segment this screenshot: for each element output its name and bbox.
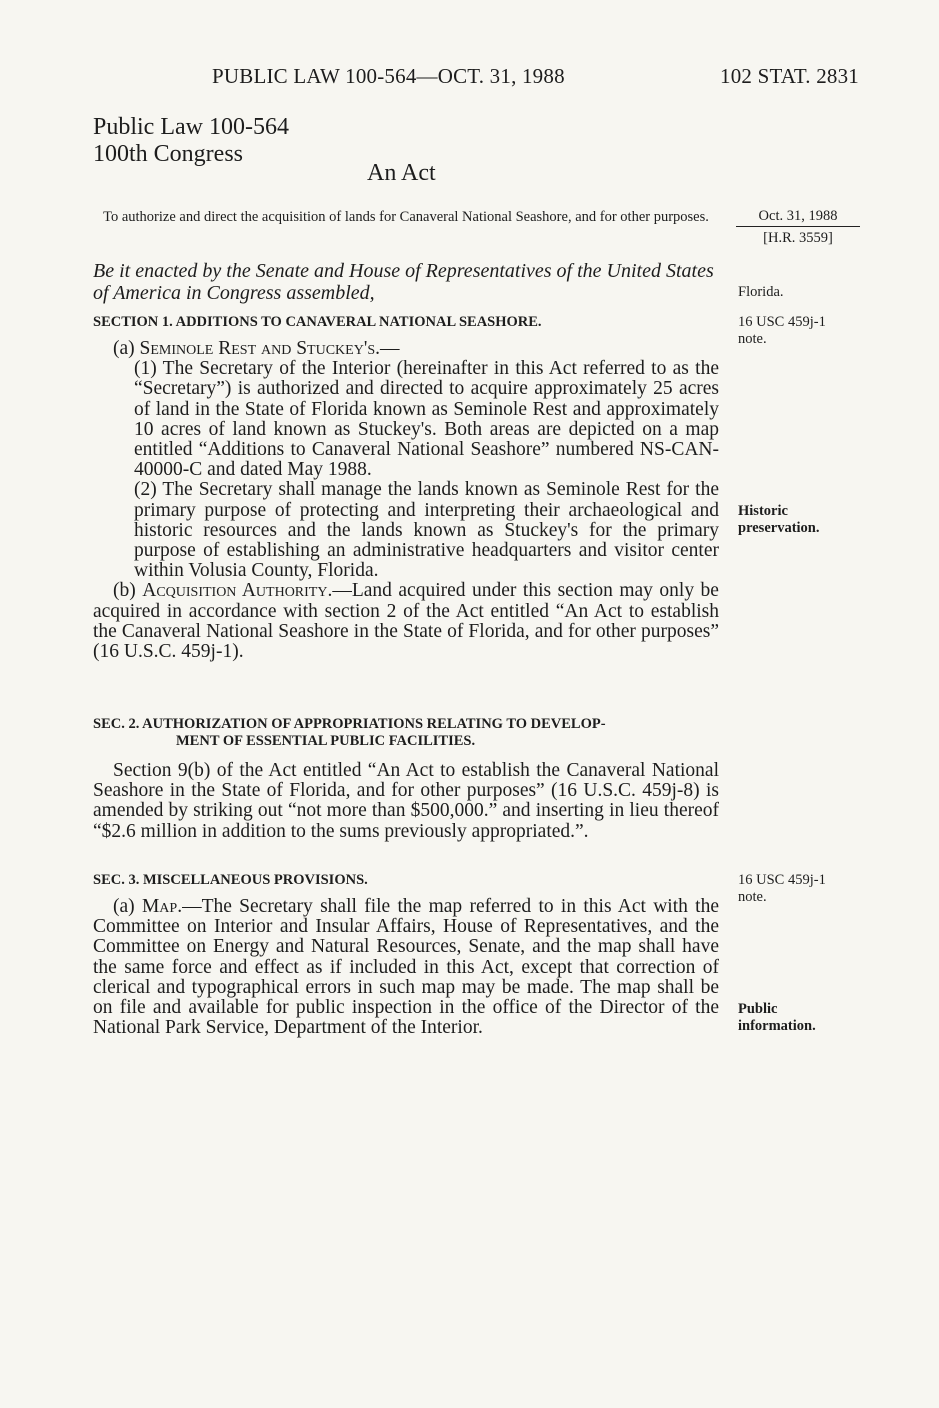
margin-note-usc-1 <box>738 314 826 348</box>
margin-note-historic-line2: preservation. <box>738 520 820 536</box>
section-1-heading: SECTION 1. ADDITIONS TO CANAVERAL NATIONAL SEASHORE. <box>93 314 542 330</box>
subsection-text: .—The Secretary shall file the map referred to in this Act with the Committee on Interior and Insular Affairs, House of Representatives, and the Committee on Energy and Natural Resources, Senate, and the map shall have the same force and effect as if included in this Act, except that correction of clerical and typographical errors in such map may be made. The map shall be on file and available for public inspection in the office of the Director of the National Park Service, Department of the Interior. <box>93 896 719 1039</box>
congress-number: 100th Congress <box>93 141 243 167</box>
bill-number: [H.R. 3559] <box>763 230 833 246</box>
public-law-number: Public Law 100-564 <box>93 114 289 140</box>
section-2-heading <box>93 716 606 750</box>
purpose-clause: To authorize and direct the acquisition of lands for Canaveral National Seashore, and for other purposes. <box>103 209 709 225</box>
subsection-title: Map <box>141 896 178 917</box>
section-3-body <box>93 897 719 1038</box>
subsection-text: .—Land acquired under this section may only be acquired in accordance with section 2 of the Act entitled “An Act to establish the Canaveral National Seashore in the State of Florida, and for other purposes” (16 U.S.C. 459j-1). <box>93 580 719 663</box>
margin-note-usc-2 <box>738 872 826 906</box>
subsection-dash: .— <box>375 338 400 359</box>
usc-note: note. <box>738 331 767 347</box>
usc-citation: 16 USC 459j-1 <box>738 314 826 330</box>
subsection-label: (a) <box>113 896 142 917</box>
paragraph-2: (2) The Secretary shall manage the lands known as Seminole Rest for the primary purpose of protecting and interpreting their archaeological and historic resources and the lands known as Stuckey's for the primary purpose of establishing an administrative headquarters and visitor center within Volusia County, Florida. <box>134 479 719 582</box>
law-title-block <box>93 114 289 168</box>
section-1-body <box>93 339 719 662</box>
subsection-1a-heading <box>93 339 719 359</box>
section-2-heading-line1: SEC. 2. AUTHORIZATION OF APPROPRIATIONS RELATING TO DEVELOP- <box>93 716 606 732</box>
enactment-date: Oct. 31, 1988 <box>736 208 860 227</box>
margin-note-historic-line1: Historic <box>738 503 788 519</box>
enacting-clause: Be it enacted by the Senate and House of Representatives of the United States of America in Congress assembled, <box>93 260 714 304</box>
paragraph-1: (1) The Secretary of the Interior (hereinafter in this Act referred to as the “Secretary”) is authorized and directed to acquire approximately 25 acres of land in the State of Florida known as Seminole Rest and approximately 10 acres of land known as Stuckey's. Both areas are depicted on a map entitled “Additions to Canaveral National Seashore” numbered NS-CAN-40000-C and dated May 1988. <box>134 358 719 481</box>
section-3-heading: SEC. 3. MISCELLANEOUS PROVISIONS. <box>93 872 368 888</box>
margin-note-historic <box>738 503 820 537</box>
margin-note-public-info <box>738 1001 816 1035</box>
subsection-title: Seminole Rest and Stuckey's <box>139 338 376 359</box>
section-2-body: Section 9(b) of the Act entitled “An Act to establish the Canaveral National Seashore in the State of Florida, and for other purposes” (16 U.S.C. 459j-8) is amended by striking out “not more than $500,000.” and inserting in lieu thereof “$2.6 million in addition to the sums previously appropriated.”. <box>93 760 719 842</box>
usc-note: note. <box>738 889 767 905</box>
margin-note-florida: Florida. <box>738 284 784 300</box>
usc-citation: 16 USC 459j-1 <box>738 872 826 888</box>
margin-note-public-line1: Public <box>738 1001 778 1017</box>
subsection-1b <box>93 581 719 662</box>
subsection-label: (b) <box>113 580 143 602</box>
subsection-label: (a) <box>113 338 140 359</box>
subsection-title: Acquisition Authority <box>142 580 328 602</box>
an-act-heading: An Act <box>367 160 436 186</box>
margin-note-public-line2: information. <box>738 1018 816 1034</box>
enactment-date-box <box>736 208 860 247</box>
running-header-left: PUBLIC LAW 100-564—OCT. 31, 1988 <box>212 64 565 88</box>
section-2-heading-line2: MENT OF ESSENTIAL PUBLIC FACILITIES. <box>176 733 476 749</box>
running-header-right: 102 STAT. 2831 <box>720 64 859 88</box>
